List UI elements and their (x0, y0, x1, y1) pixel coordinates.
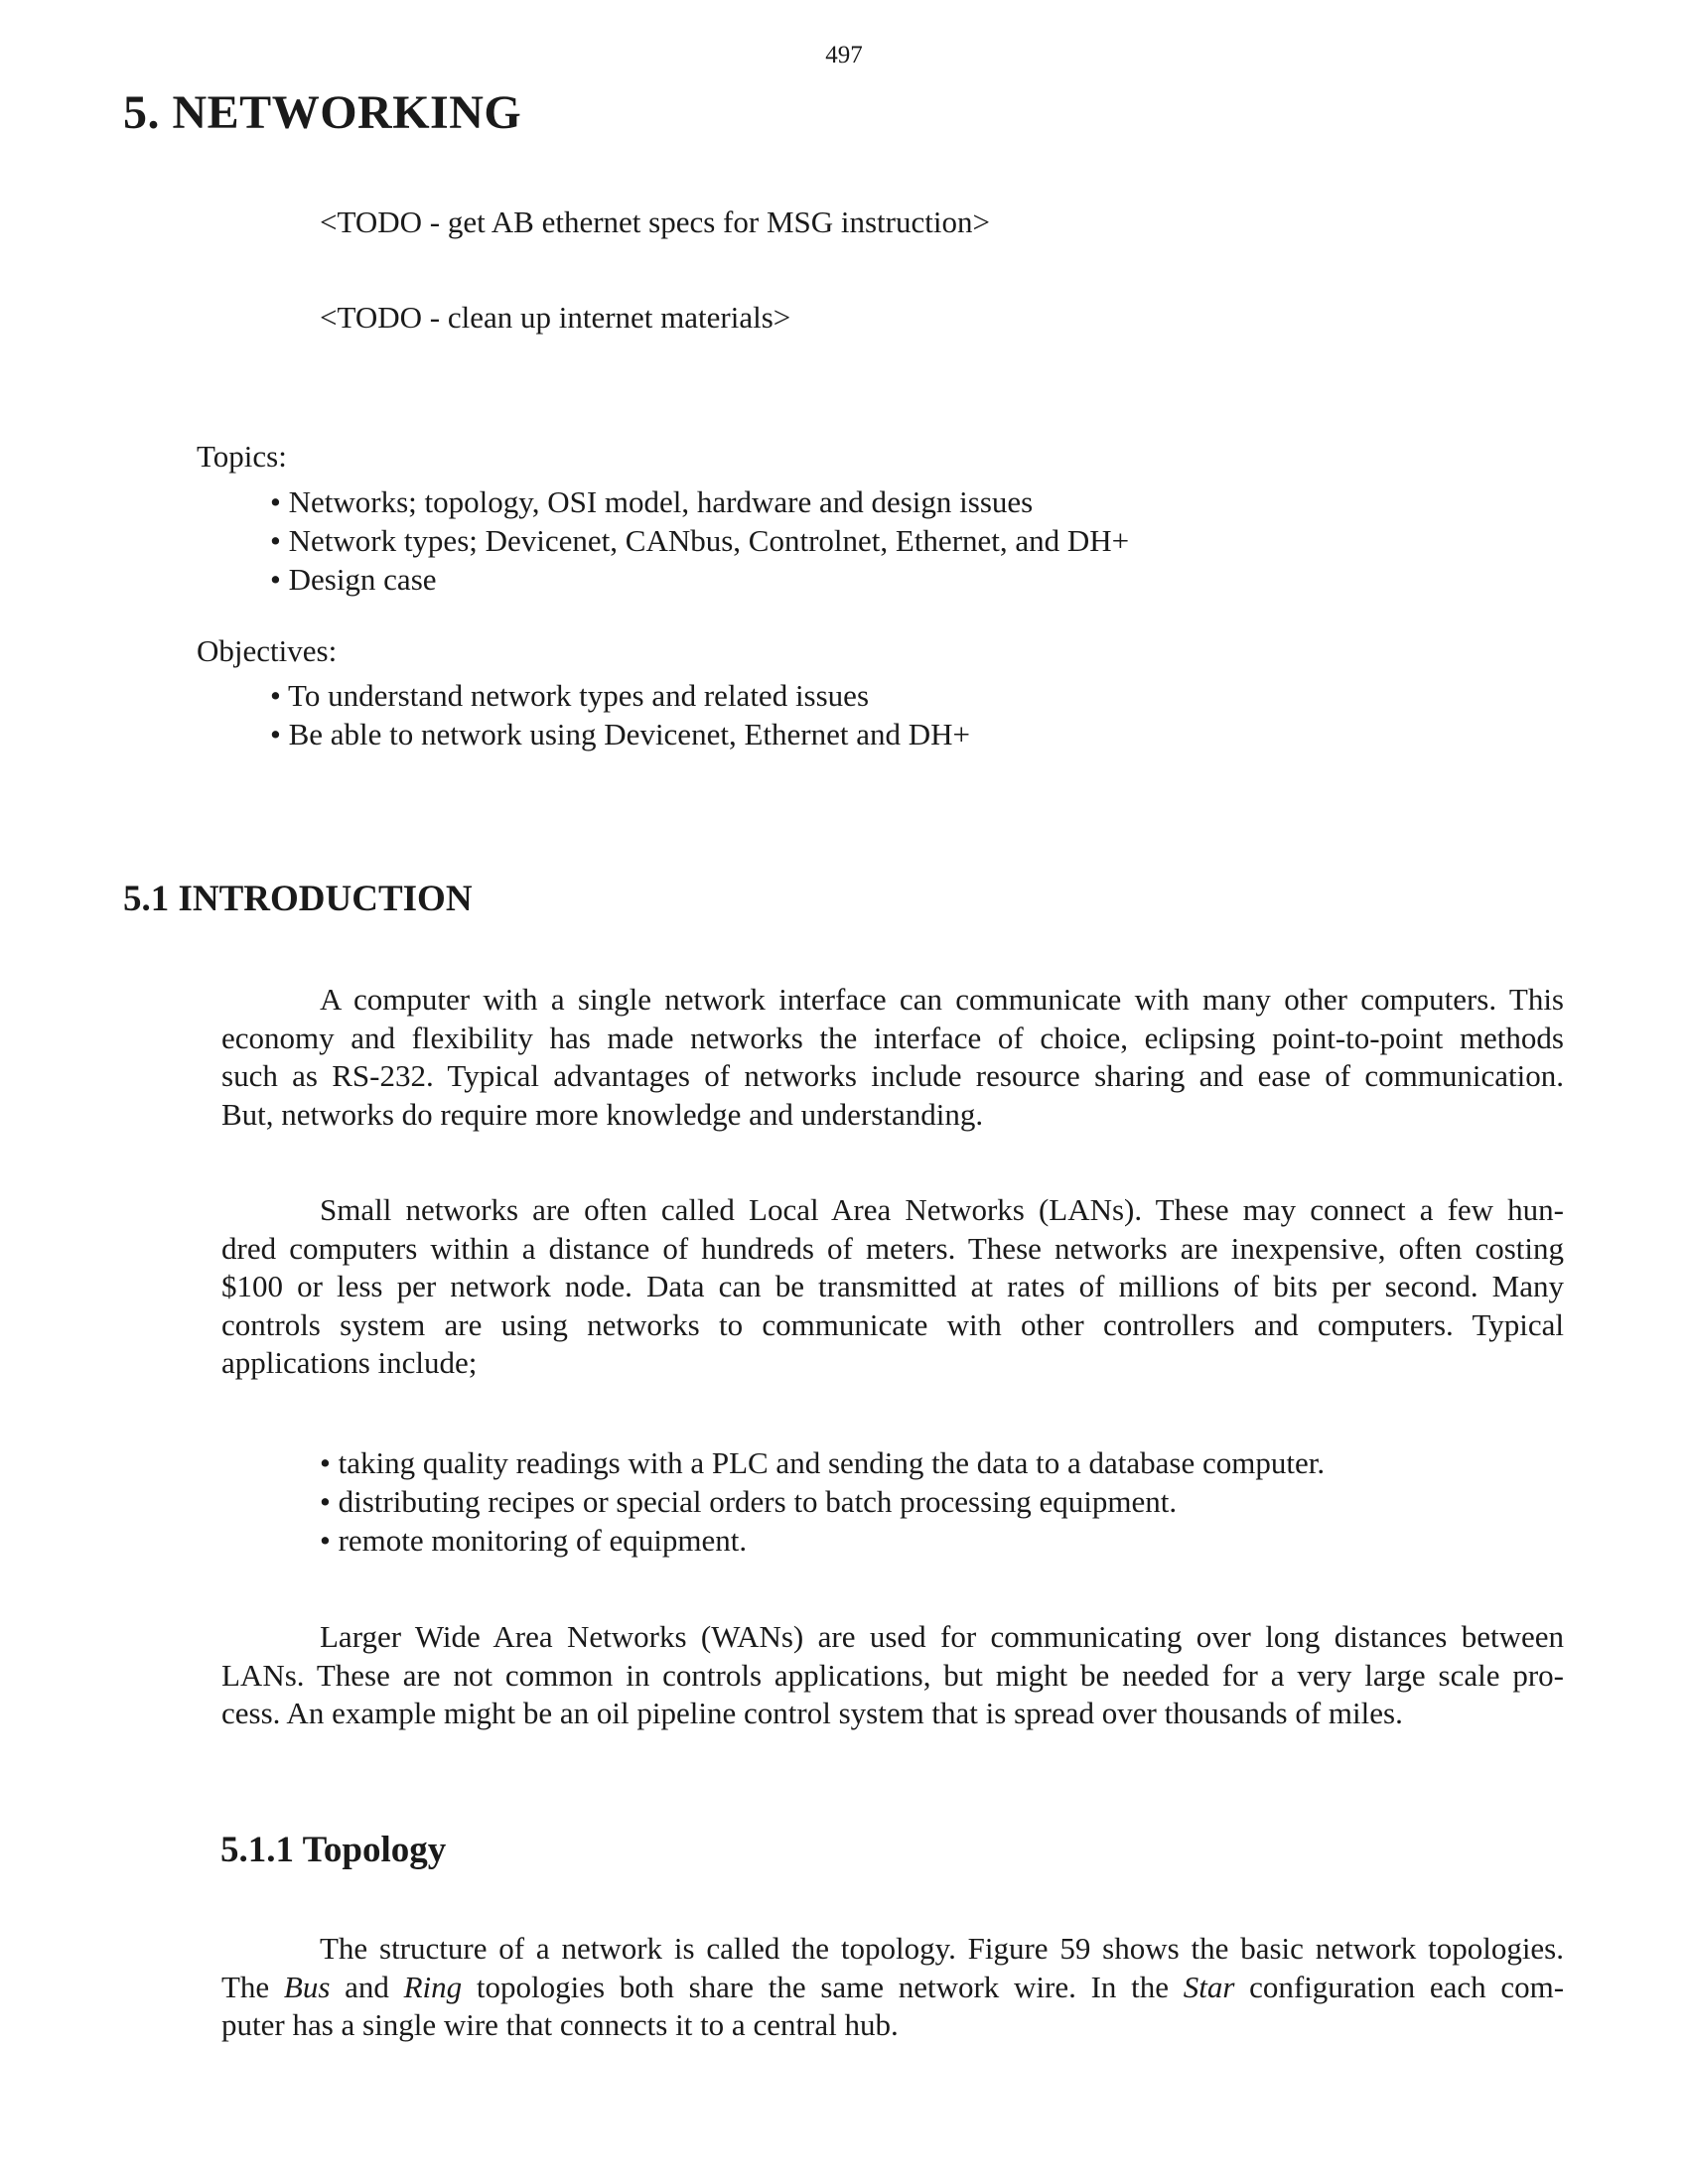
todo-note-internet: <TODO - clean up internet materials> (320, 300, 791, 335)
intro-paragraph-3 (221, 1618, 1564, 1733)
text-line: controls system are using networks to communicate with other controllers and computers. Typical (221, 1306, 1564, 1342)
text-line: economy and flexibility has made networks the interface of choice, eclipsing point-to-point methods (221, 1020, 1564, 1055)
objectives-label: Objectives: (197, 633, 338, 668)
applications-list (320, 1443, 1325, 1560)
intro-paragraph-2 (221, 1191, 1564, 1383)
chapter-title: 5. NETWORKING (123, 86, 522, 139)
text-run: topologies both share the same network wire. In the (462, 1969, 1184, 2004)
section-title: 5.1 INTRODUCTION (123, 879, 473, 919)
topology-paragraph (221, 1930, 1564, 2045)
list-item: • Be able to network using Devicenet, Ethernet and DH+ (270, 717, 970, 751)
text-line (221, 1969, 1564, 2007)
text-line: Small networks are often called Local Area Networks (LANs). These may connect a few hun- (320, 1192, 1564, 1227)
list-item: • distributing recipes or special orders to batch processing equipment. (320, 1484, 1178, 1519)
text-line: such as RS-232. Typical advantages of networks include resource sharing and ease of communication. (221, 1058, 1564, 1093)
text-line: LANs. These are not common in controls applications, but might be needed for a very large scale pro- (221, 1657, 1564, 1693)
page-number: 497 (825, 42, 863, 68)
ring-term: Ring (403, 1969, 463, 2004)
todo-note-ethernet: <TODO - get AB ethernet specs for MSG instruction> (320, 205, 990, 239)
text-run: The (221, 1969, 284, 2004)
star-term: Star (1183, 1969, 1235, 2004)
list-item: • Networks; topology, OSI model, hardware and design issues (270, 484, 1034, 519)
text-line: Larger Wide Area Networks (WANs) are used for communicating over long distances between (320, 1619, 1564, 1654)
objectives-list (270, 676, 970, 753)
subsection-title: 5.1.1 Topology (220, 1830, 447, 1870)
text-run: configuration each com- (1234, 1969, 1565, 2004)
text-line: cess. An example might be an oil pipeline control system that is spread over thousands of miles. (221, 1696, 1403, 1730)
list-item: • Network types; Devicenet, CANbus, Controlnet, Ethernet, and DH+ (270, 523, 1130, 558)
topics-label: Topics: (197, 439, 287, 474)
bus-term: Bus (283, 1969, 331, 2004)
text-run: and (330, 1969, 404, 2004)
text-line: A computer with a single network interface can communicate with many other computers. This (320, 982, 1564, 1017)
list-item: • Design case (270, 562, 437, 597)
list-item: • taking quality readings with a PLC and sending the data to a database computer. (320, 1445, 1326, 1480)
text-line: But, networks do require more knowledge and understanding. (221, 1096, 984, 1132)
intro-paragraph-1 (221, 981, 1564, 1134)
text-line: puter has a single wire that connects it to a central hub. (221, 2007, 899, 2042)
text-line: dred computers within a distance of hundreds of meters. These networks are inexpensive, often costing (221, 1230, 1564, 1266)
list-item: • To understand network types and related issues (270, 678, 870, 713)
list-item: • remote monitoring of equipment. (320, 1523, 748, 1558)
text-line: applications include; (221, 1345, 478, 1380)
text-line: The structure of a network is called the topology. Figure 59 shows the basic network topologies. (320, 1931, 1564, 1966)
topics-list (270, 482, 1129, 599)
text-line: $100 or less per network node. Data can be transmitted at rates of millions of bits per second. Many (221, 1269, 1564, 1303)
